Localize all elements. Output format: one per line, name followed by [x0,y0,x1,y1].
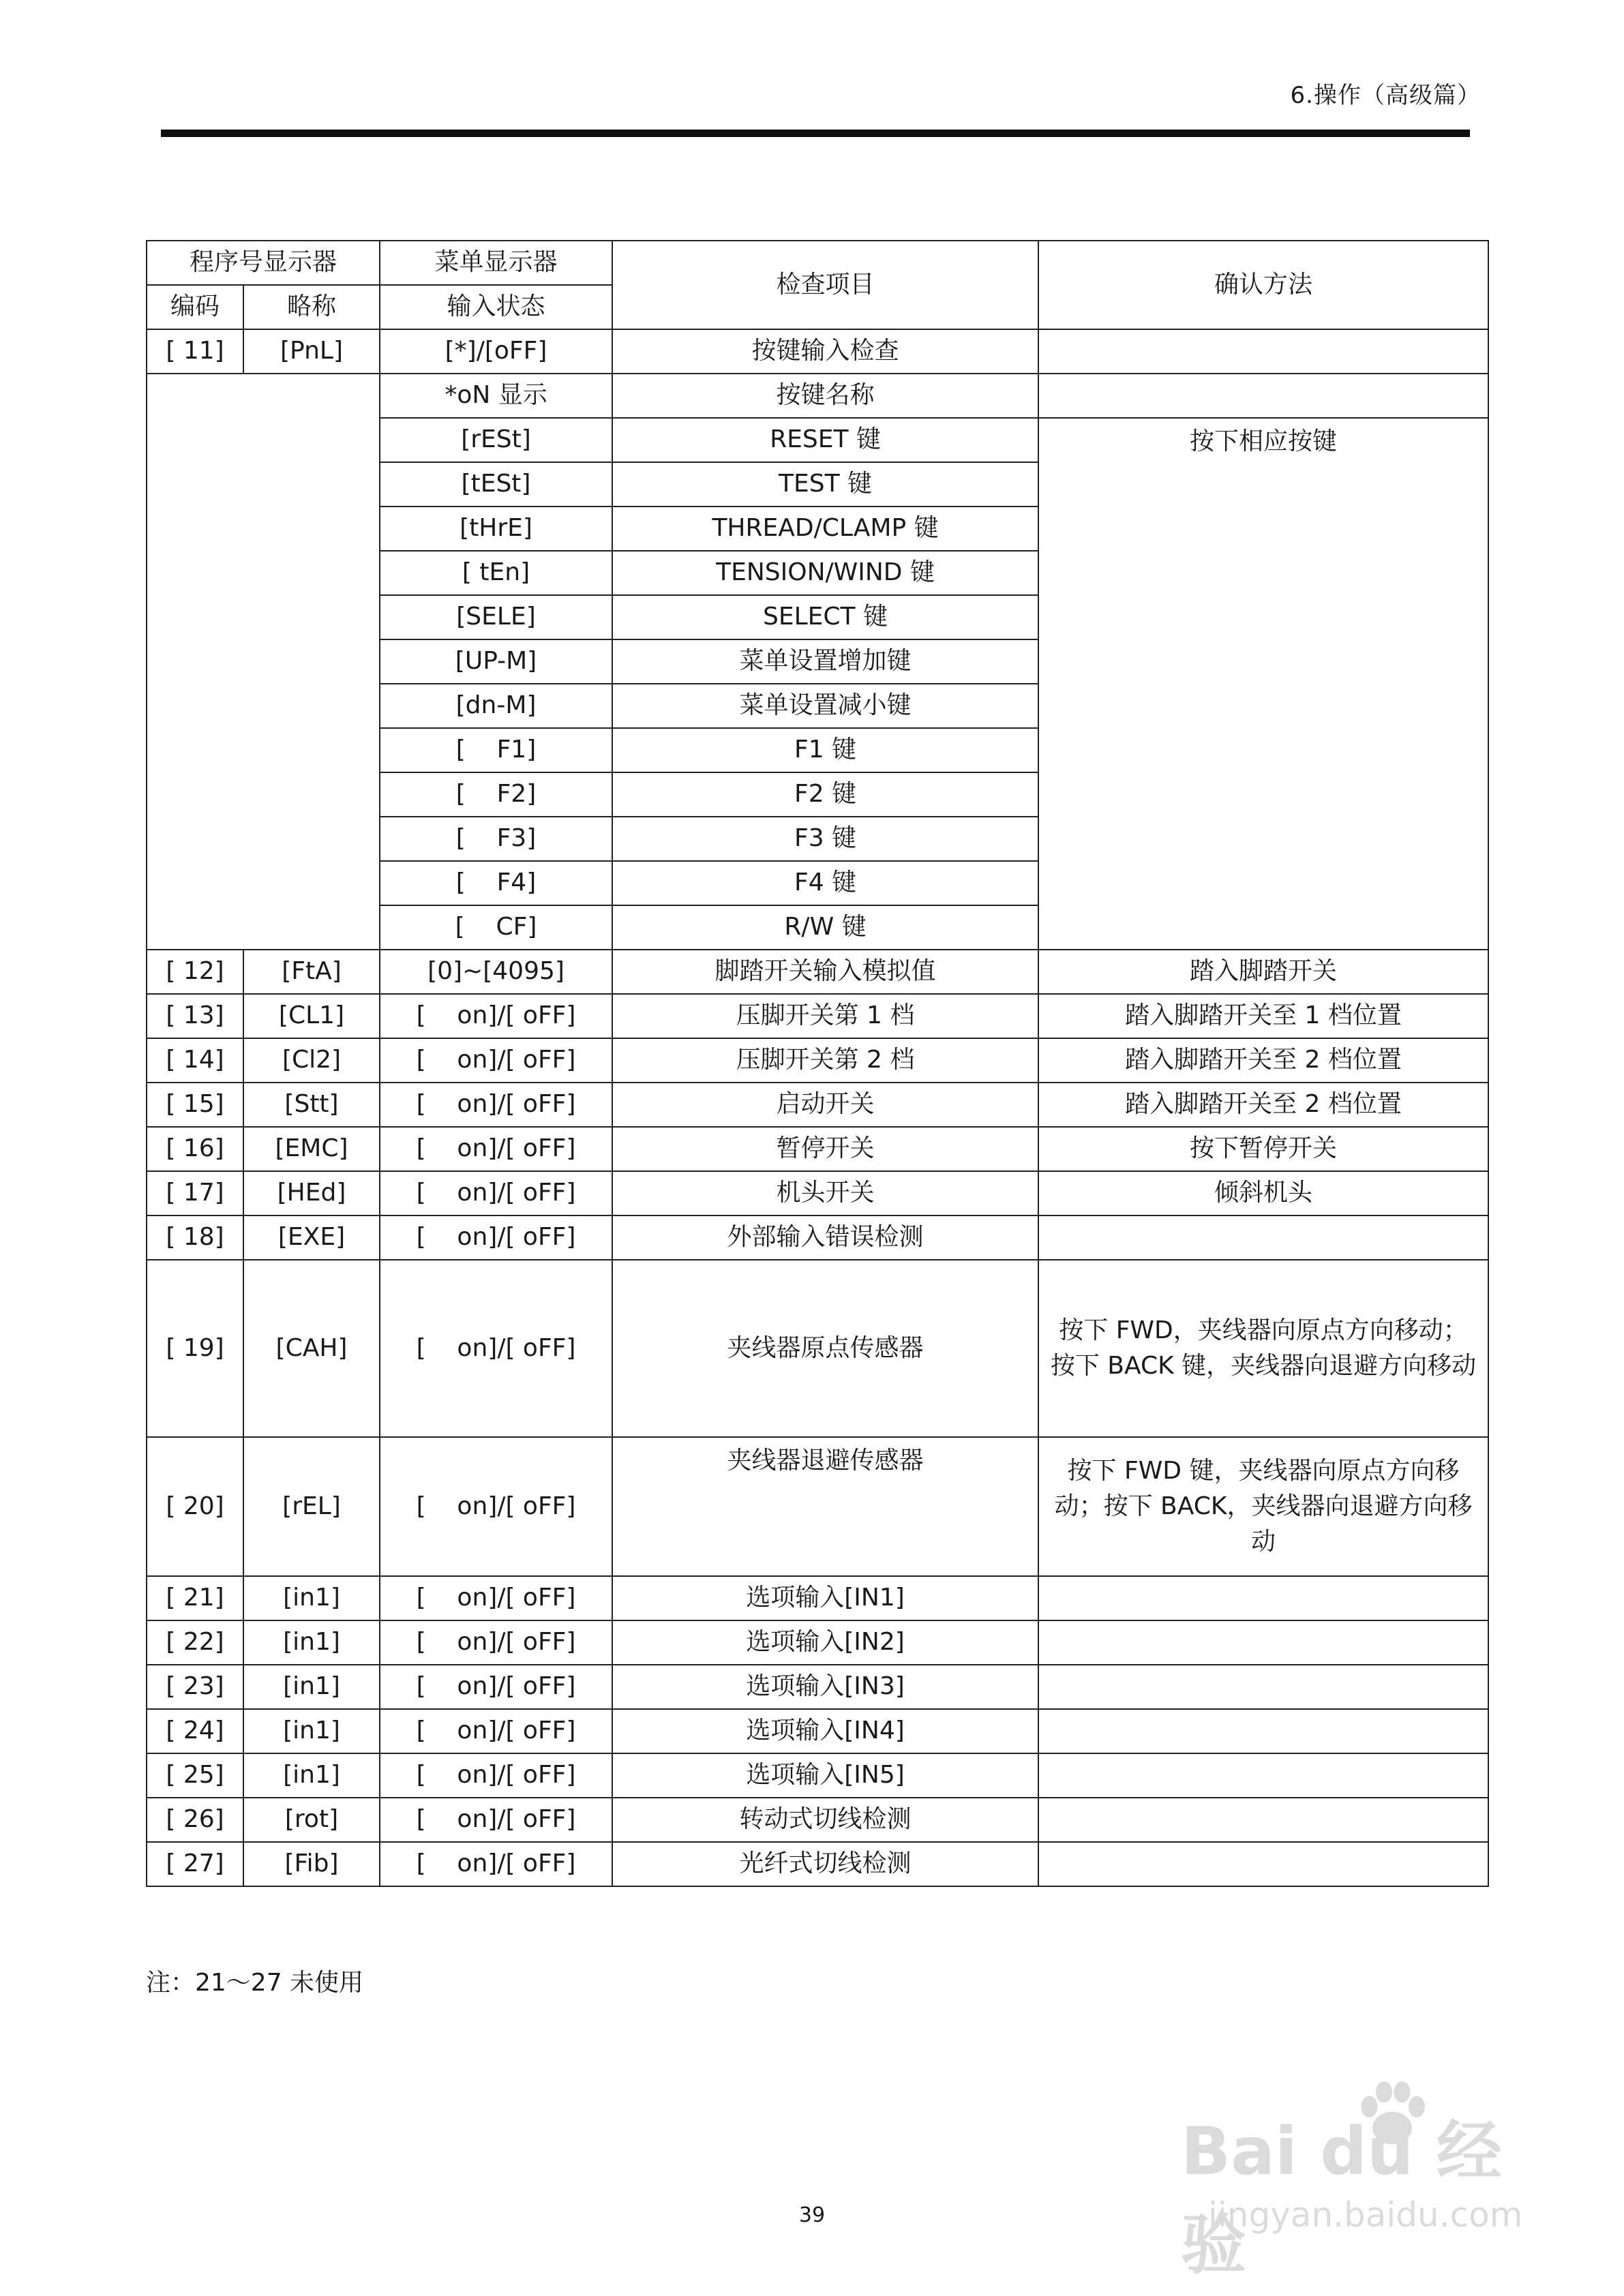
cell-state: [tHrE] [380,507,612,551]
method-line: 按下 FWD，夹线器向原点方向移动； [1059,1316,1468,1344]
cell-item: 选项输入[IN5] [612,1753,1038,1798]
table-row [147,1437,1488,1576]
cell-state: [ on]/[ oFF] [380,1753,612,1798]
cell-code: [ 14] [147,1038,243,1083]
cell-code: [ 23] [147,1665,243,1709]
watermark-url: jingyan.baidu.com [1208,2195,1523,2235]
cell-item: 按键名称 [612,374,1038,418]
table-row [147,950,1488,994]
cell-empty-merged [147,374,380,950]
table-row [147,1753,1488,1798]
table-header-row [147,241,1488,285]
table-row [147,1260,1488,1437]
cell-state: [ on]/[ oFF] [380,1665,612,1709]
cell-state: [ on]/[ oFF] [380,1171,612,1215]
cell-item: THREAD/CLAMP 键 [612,507,1038,551]
header-rule [161,130,1470,137]
section-title: 6.操作（高级篇） [1290,82,1481,109]
cell-abbr: [FtA] [243,950,380,994]
cell-state: [*]/[oFF] [380,329,612,374]
cell-item: F1 键 [612,728,1038,772]
cell-item: TENSION/WIND 键 [612,551,1038,595]
cell-state: [dn-M] [380,684,612,728]
table-row [147,1171,1488,1215]
cell-state: [ on]/[ oFF] [380,1437,612,1576]
cell-code: [ 12] [147,950,243,994]
cell-code: [ 22] [147,1620,243,1665]
cell-method: 踏入脚踏开关至 2 档位置 [1038,1083,1488,1127]
table-row [147,1842,1488,1886]
key-check-table [146,240,1489,1887]
table-row [147,1215,1488,1260]
cell-item: 选项输入[IN2] [612,1620,1038,1665]
cell-code: [ 16] [147,1127,243,1171]
cell-code: [ 21] [147,1576,243,1620]
cell-item: R/W 键 [612,905,1038,950]
cell-method [1038,1709,1488,1753]
cell-item: 机头开关 [612,1171,1038,1215]
cell-item: 选项输入[IN1] [612,1576,1038,1620]
cell-method-merged: 按下相应按键 [1038,418,1488,950]
table-row-key-header [147,374,1488,418]
method-line: 按下 BACK 键，夹线器向退避方向移动 [1050,1352,1477,1380]
cell-state: [ on]/[ oFF] [380,1215,612,1260]
cell-abbr: [in1] [243,1709,380,1753]
cell-code: [ 18] [147,1215,243,1260]
header-program-display: 程序号显示器 [147,241,380,285]
cell-item: F3 键 [612,817,1038,861]
cell-method: 倾斜机头 [1038,1171,1488,1215]
cell-abbr: [Fib] [243,1842,380,1886]
cell-method: 踏入脚踏开关至 2 档位置 [1038,1038,1488,1083]
cell-item: 外部输入错误检测 [612,1215,1038,1260]
cell-item: 脚踏开关输入模拟值 [612,950,1038,994]
cell-method [1038,1215,1488,1260]
cell-state: [ CF] [380,905,612,950]
cell-state: [ F3] [380,817,612,861]
cell-method: 按下暂停开关 [1038,1127,1488,1171]
cell-method [1038,1842,1488,1886]
cell-state: [ F2] [380,772,612,817]
cell-state: [rESt] [380,418,612,462]
cell-item: 转动式切线检测 [612,1798,1038,1842]
cell-code: [ 17] [147,1171,243,1215]
cell-state: [ on]/[ oFF] [380,1038,612,1083]
cell-state: [ on]/[ oFF] [380,1127,612,1171]
cell-item: 暂停开关 [612,1127,1038,1171]
cell-method [1038,1576,1488,1620]
cell-method [1038,329,1488,374]
cell-item: 光纤式切线检测 [612,1842,1038,1886]
table-row [147,1127,1488,1171]
cell-method: 踏入脚踏开关至 1 档位置 [1038,994,1488,1038]
table-row [147,1709,1488,1753]
cell-state: [ on]/[ oFF] [380,994,612,1038]
cell-abbr: [CAH] [243,1260,380,1437]
cell-code: [ 15] [147,1083,243,1127]
cell-method: 踏入脚踏开关 [1038,950,1488,994]
cell-method: 按下 FWD 键，夹线器向原点方向移动；按下 BACK，夹线器向退避方向移动 [1038,1437,1488,1576]
cell-code: [ 27] [147,1842,243,1886]
table-row [147,1620,1488,1665]
cell-state: [ on]/[ oFF] [380,1620,612,1665]
cell-code: [ 26] [147,1798,243,1842]
cell-state: [tESt] [380,462,612,507]
cell-state: [ tEn] [380,551,612,595]
table-row [147,1665,1488,1709]
table-row [147,1038,1488,1083]
cell-item: 压脚开关第 2 档 [612,1038,1038,1083]
cell-item: SELECT 键 [612,595,1038,639]
cell-item: 选项输入[IN3] [612,1665,1038,1709]
cell-item: 启动开关 [612,1083,1038,1127]
cell-item: 压脚开关第 1 档 [612,994,1038,1038]
cell-method [1038,1260,1488,1437]
cell-item: 夹线器退避传感器 [612,1437,1038,1576]
cell-state: [ on]/[ oFF] [380,1260,612,1437]
cell-method [1038,1665,1488,1709]
cell-item: 菜单设置增加键 [612,639,1038,684]
page-number: 39 [798,2203,826,2227]
table-row [147,1798,1488,1842]
header-input-state: 输入状态 [380,285,612,329]
cell-item: F4 键 [612,861,1038,905]
cell-method [1038,1620,1488,1665]
cell-abbr: [rot] [243,1798,380,1842]
header-abbr: 略称 [243,285,380,329]
cell-state: [ on]/[ oFF] [380,1798,612,1842]
cell-method [1038,374,1488,418]
cell-state: [ F4] [380,861,612,905]
cell-abbr: [EMC] [243,1127,380,1171]
cell-code: [ 19] [147,1260,243,1437]
cell-state: *oN 显示 [380,374,612,418]
cell-code: [ 20] [147,1437,243,1576]
header-check-item: 检查项目 [612,241,1038,329]
cell-abbr: [HEd] [243,1171,380,1215]
cell-item: 夹线器原点传感器 [612,1260,1038,1437]
cell-code: [ 25] [147,1753,243,1798]
cell-abbr: [in1] [243,1620,380,1665]
cell-code: [ 24] [147,1709,243,1753]
table-row [147,1576,1488,1620]
cell-abbr: [Cl2] [243,1038,380,1083]
watermark-main: Bai du 经验 [1181,2113,1502,2283]
cell-state: [ on]/[ oFF] [380,1576,612,1620]
header-code: 编码 [147,285,243,329]
cell-abbr: [in1] [243,1665,380,1709]
cell-abbr: [rEL] [243,1437,380,1576]
cell-abbr: [in1] [243,1576,380,1620]
cell-item: 按键输入检查 [612,329,1038,374]
cell-state: [ on]/[ oFF] [380,1083,612,1127]
cell-abbr: [in1] [243,1753,380,1798]
table-row [147,1083,1488,1127]
cell-item: RESET 键 [612,418,1038,462]
cell-abbr: [Stt] [243,1083,380,1127]
cell-abbr: [EXE] [243,1215,380,1260]
cell-state: [SELE] [380,595,612,639]
cell-state: [0]~[4095] [380,950,612,994]
cell-state: [ on]/[ oFF] [380,1709,612,1753]
cell-method [1038,1798,1488,1842]
cell-code: [ 13] [147,994,243,1038]
cell-item: 菜单设置减小键 [612,684,1038,728]
cell-code: [ 11] [147,329,243,374]
table-row [147,329,1488,374]
cell-state: [ on]/[ oFF] [380,1842,612,1886]
cell-state: [ F1] [380,728,612,772]
cell-item: F2 键 [612,772,1038,817]
table-row [147,994,1488,1038]
header-menu-display: 菜单显示器 [380,241,612,285]
cell-abbr: [CL1] [243,994,380,1038]
cell-item: TEST 键 [612,462,1038,507]
cell-abbr: [PnL] [243,329,380,374]
cell-method [1038,1753,1488,1798]
footnote: 注：21～27 未使用 [146,1969,364,1997]
cell-item: 选项输入[IN4] [612,1709,1038,1753]
cell-state: [UP-M] [380,639,612,684]
header-confirm-method: 确认方法 [1038,241,1488,329]
